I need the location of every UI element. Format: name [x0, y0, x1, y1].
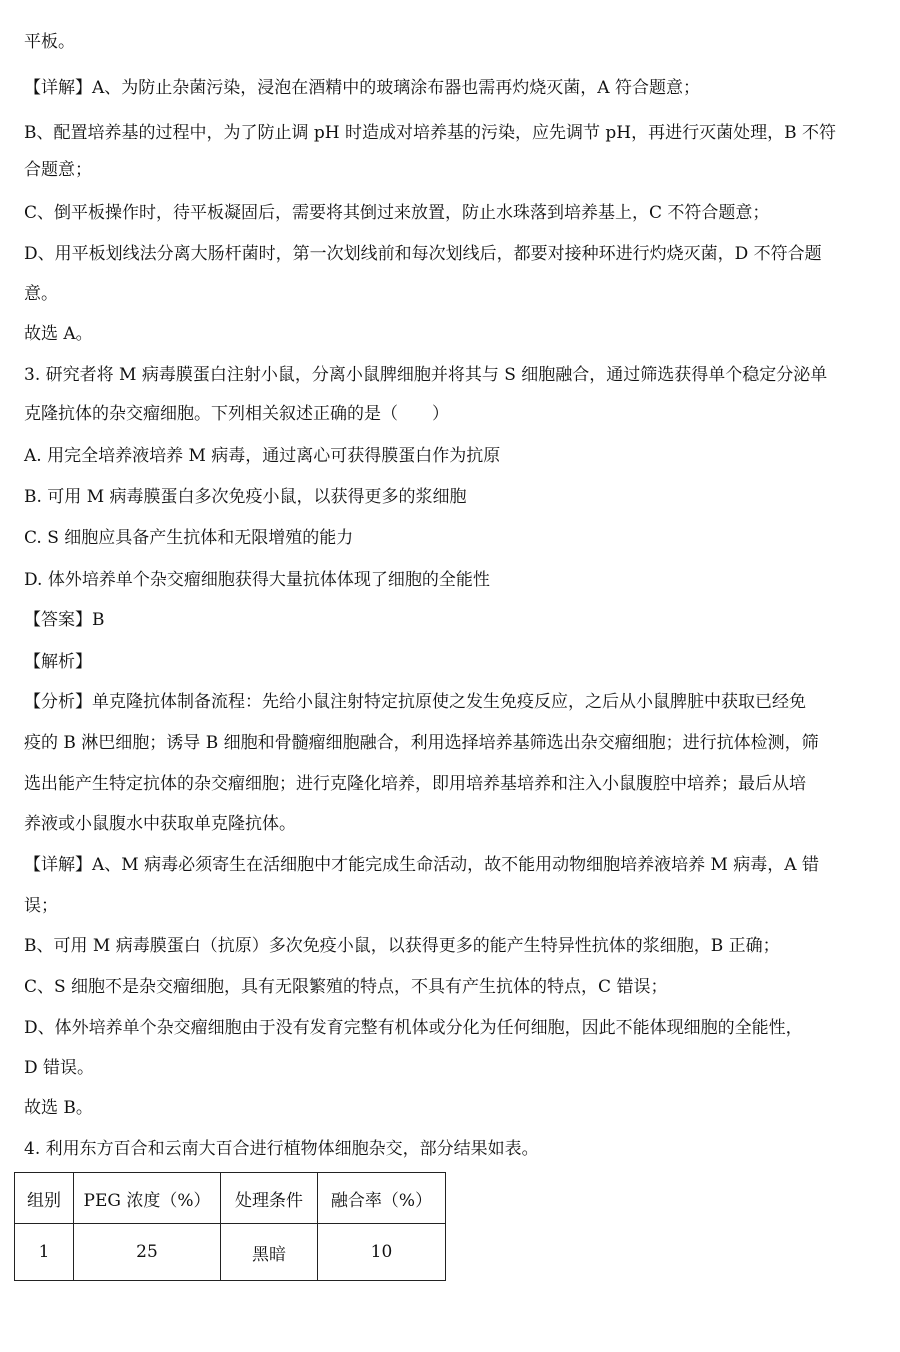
text-line: B、配置培养基的过程中，为了防止调 pH 时造成对培养基的污染，应先调节 pH，再进行灭菌处理，B 不符: [24, 123, 837, 143]
table-header-cell: PEG 浓度（%）: [74, 1173, 221, 1224]
text-line: D、体外培养单个杂交瘤细胞由于没有发育完整有机体或分化为任何细胞，因此不能体现细胞的全能性，: [24, 1018, 803, 1038]
text-line: 疫的 B 淋巴细胞；诱导 B 细胞和骨髓瘤细胞融合，利用选择培养基筛选出杂交瘤细胞；进行抗体检测，筛: [24, 733, 819, 753]
table-row: [15, 1224, 446, 1281]
text-line: 平板。: [24, 32, 75, 52]
table-header-cell: 组别: [15, 1173, 74, 1224]
question-3-stem: 克隆抗体的杂交瘤细胞。下列相关叙述正确的是（ ）: [24, 404, 449, 424]
text-line: 意。: [24, 284, 58, 304]
results-table: [14, 1172, 446, 1281]
option-d: D. 体外培养单个杂交瘤细胞获得大量抗体体现了细胞的全能性: [24, 570, 490, 590]
question-4-stem: 4. 利用东方百合和云南大百合进行植物体细胞杂交，部分结果如表。: [24, 1139, 539, 1159]
table-cell: 黑暗: [221, 1224, 318, 1281]
text-line: D、用平板划线法分离大肠杆菌时，第一次划线前和每次划线后，都要对接种环进行灼烧灭菌，D 不符合题: [24, 244, 822, 264]
text-line: 合题意；: [24, 160, 92, 180]
text-line: D 错误。: [24, 1058, 95, 1078]
text-line: C、S 细胞不是杂交瘤细胞，具有无限繁殖的特点，不具有产生抗体的特点，C 错误；: [24, 977, 668, 997]
text-line: 故选 B。: [24, 1098, 93, 1118]
analysis-heading: 【解析】: [24, 652, 92, 672]
option-b: B. 可用 M 病毒膜蛋白多次免疫小鼠，以获得更多的浆细胞: [24, 487, 467, 507]
text-line: 误；: [24, 896, 58, 916]
table-header-row: [15, 1173, 446, 1224]
table-header-cell: 融合率（%）: [318, 1173, 446, 1224]
text-line: 【详解】A、M 病毒必须寄生在活细胞中才能完成生命活动，故不能用动物细胞培养液培养 M 病毒，A 错: [24, 855, 819, 875]
text-line: 【详解】A、为防止杂菌污染，浸泡在酒精中的玻璃涂布器也需再灼烧灭菌，A 符合题意；: [24, 78, 700, 98]
question-3-stem: 3. 研究者将 M 病毒膜蛋白注射小鼠，分离小鼠脾细胞并将其与 S 细胞融合，通过筛选获得单个稳定分泌单: [24, 365, 828, 385]
text-line: 故选 A。: [24, 324, 93, 344]
text-line: 选出能产生特定抗体的杂交瘤细胞；进行克隆化培养，即用培养基培养和注入小鼠腹腔中培养；最后从培: [24, 774, 806, 794]
answer-line: 【答案】B: [24, 610, 105, 630]
table-header-cell: 处理条件: [221, 1173, 318, 1224]
text-line: 养液或小鼠腹水中获取单克隆抗体。: [24, 814, 296, 834]
option-c: C. S 细胞应具备产生抗体和无限增殖的能力: [24, 528, 354, 548]
text-line: C、倒平板操作时，待平板凝固后，需要将其倒过来放置，防止水珠落到培养基上，C 不符合题意；: [24, 203, 770, 223]
table-cell: 10: [318, 1224, 446, 1281]
text-line: B、可用 M 病毒膜蛋白（抗原）多次免疫小鼠，以获得更多的能产生特异性抗体的浆细胞，B 正确；: [24, 936, 780, 956]
option-a: A. 用完全培养液培养 M 病毒，通过离心可获得膜蛋白作为抗原: [24, 446, 501, 466]
table-cell: 1: [15, 1224, 74, 1281]
table-cell: 25: [74, 1224, 221, 1281]
text-line: 【分析】单克隆抗体制备流程：先给小鼠注射特定抗原使之发生免疫反应，之后从小鼠脾脏中获取已经免: [24, 692, 806, 712]
